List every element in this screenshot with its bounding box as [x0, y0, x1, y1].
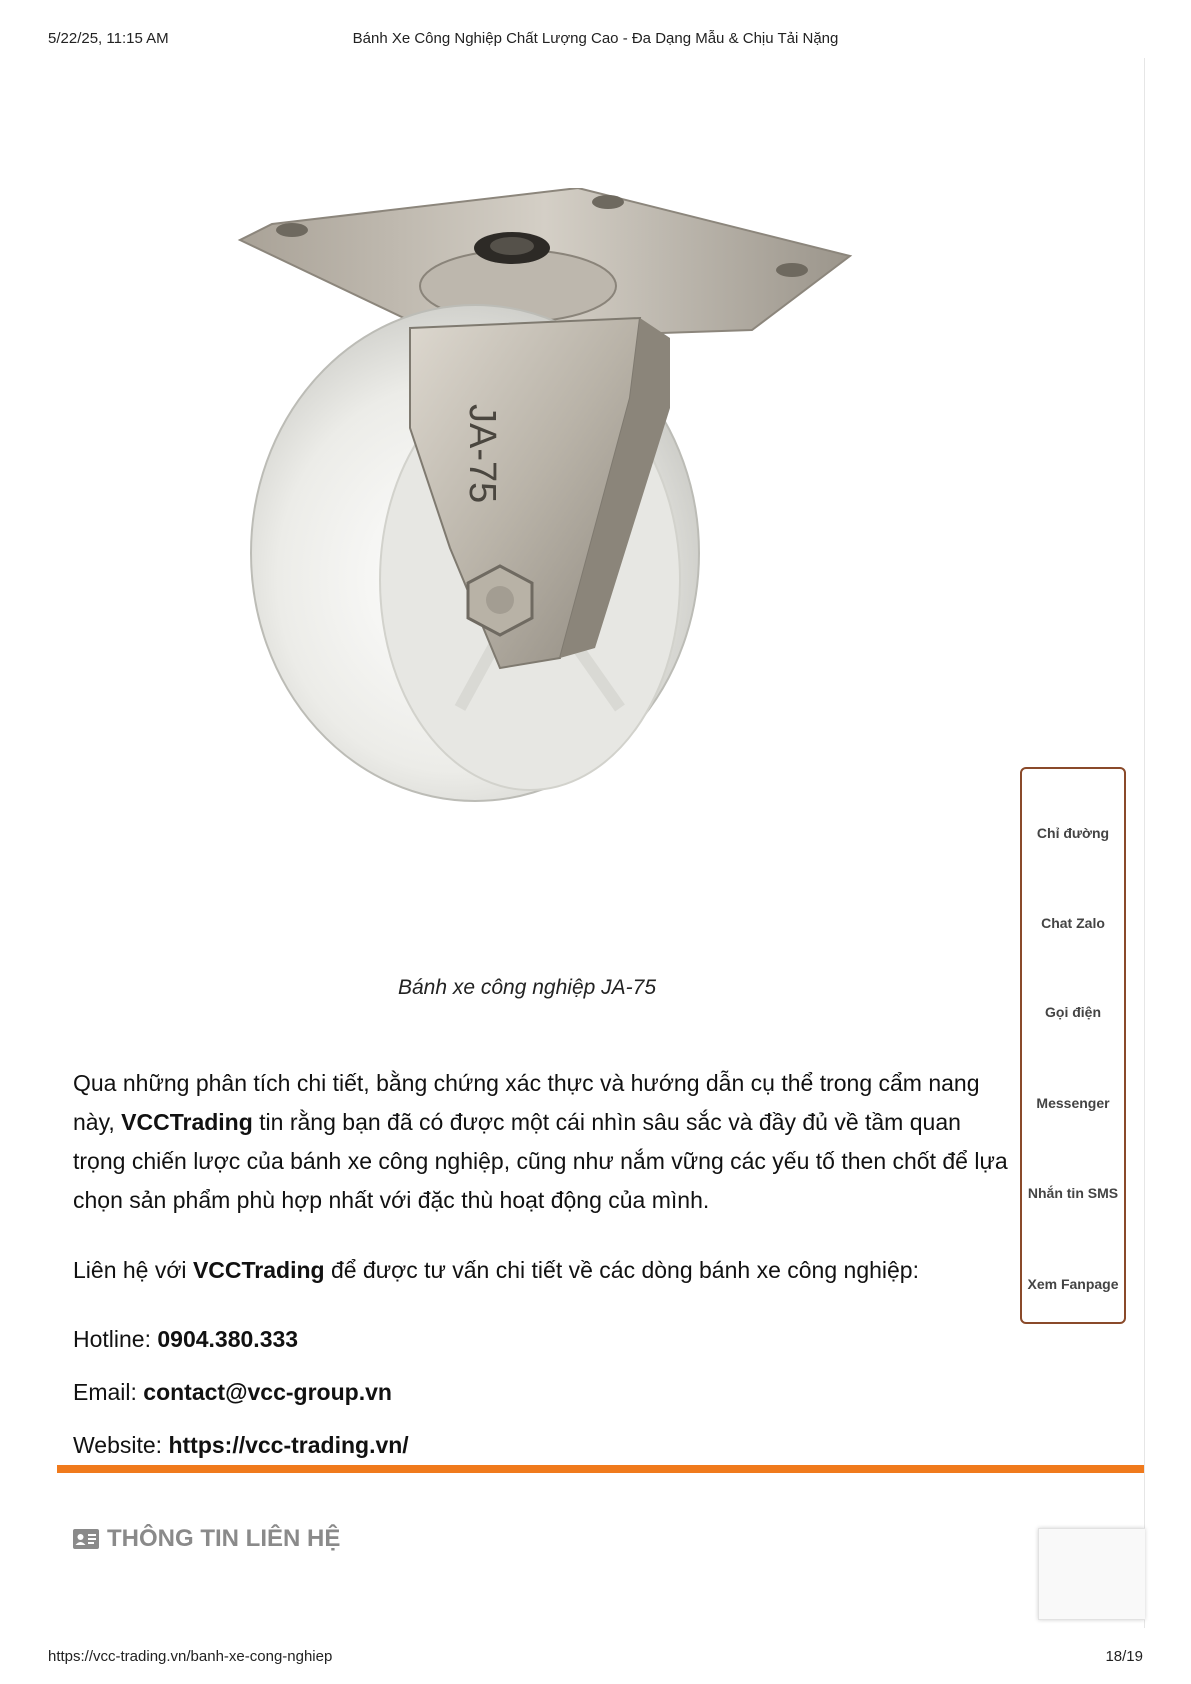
contact-intro-paragraph: Liên hệ với VCCTrading để được tư vấn chi tiết về các dòng bánh xe công nghiệp:	[73, 1257, 919, 1283]
menu-item-call[interactable]: Gọi điện	[1045, 1004, 1101, 1020]
page-number: 18/19	[1105, 1648, 1143, 1665]
print-header	[48, 30, 1143, 52]
image-caption: Bánh xe công nghiệp JA-75	[397, 976, 657, 999]
email-link[interactable]: contact@vcc-group.vn	[143, 1379, 392, 1405]
recaptcha-badge[interactable]	[1038, 1528, 1145, 1620]
id-card-icon	[73, 1529, 99, 1549]
hotline-number[interactable]: 0904.380.333	[157, 1326, 299, 1352]
menu-item-chat-zalo[interactable]: Chat Zalo	[1041, 915, 1105, 931]
floating-contact-menu	[1020, 767, 1126, 1324]
section-divider-bar	[57, 1465, 1144, 1473]
menu-item-messenger[interactable]: Messenger	[1036, 1095, 1110, 1111]
print-page-title: Bánh Xe Công Nghiệp Chất Lượng Cao - Đa Dạng Mẫu & Chịu Tải Nặng	[352, 30, 839, 47]
menu-item-fanpage[interactable]: Xem Fanpage	[1027, 1276, 1119, 1292]
brand-name: VCCTrading	[192, 1257, 325, 1283]
hotline-line: Hotline: 0904.380.333	[73, 1326, 299, 1352]
model-marking: JA-75	[461, 404, 503, 504]
menu-item-sms[interactable]: Nhắn tin SMS	[1027, 1185, 1119, 1201]
email-line: Email: contact@vcc-group.vn	[73, 1379, 392, 1405]
product-image-caster-wheel	[200, 188, 860, 888]
print-url: https://vcc-trading.vn/banh-xe-cong-nghiep	[48, 1648, 333, 1665]
website-line: Website: https://vcc-trading.vn/	[73, 1432, 409, 1458]
contact-info-heading: THÔNG TIN LIÊN HỆ	[73, 1524, 340, 1554]
print-datetime: 5/22/25, 11:15 AM	[48, 30, 169, 47]
print-footer	[48, 1648, 1143, 1670]
brand-name: VCCTrading	[121, 1109, 253, 1135]
summary-paragraph: Qua những phân tích chi tiết, bằng chứng xác thực và hướng dẫn cụ thể trong cẩm nang này, VCCTrading tin rằng bạn đã có được một cái nhìn sâu sắc và đầy đủ về tầm quan trọng chiến lược của bánh xe công nghiệp, cũng như nắm vững các yếu tố then chốt để lựa chọn sản phẩm phù hợp nhất với đặc thù hoạt động của mình.	[73, 1070, 1008, 1213]
website-link[interactable]: https://vcc-trading.vn/	[168, 1432, 409, 1458]
menu-item-directions[interactable]: Chỉ đường	[1036, 825, 1110, 841]
